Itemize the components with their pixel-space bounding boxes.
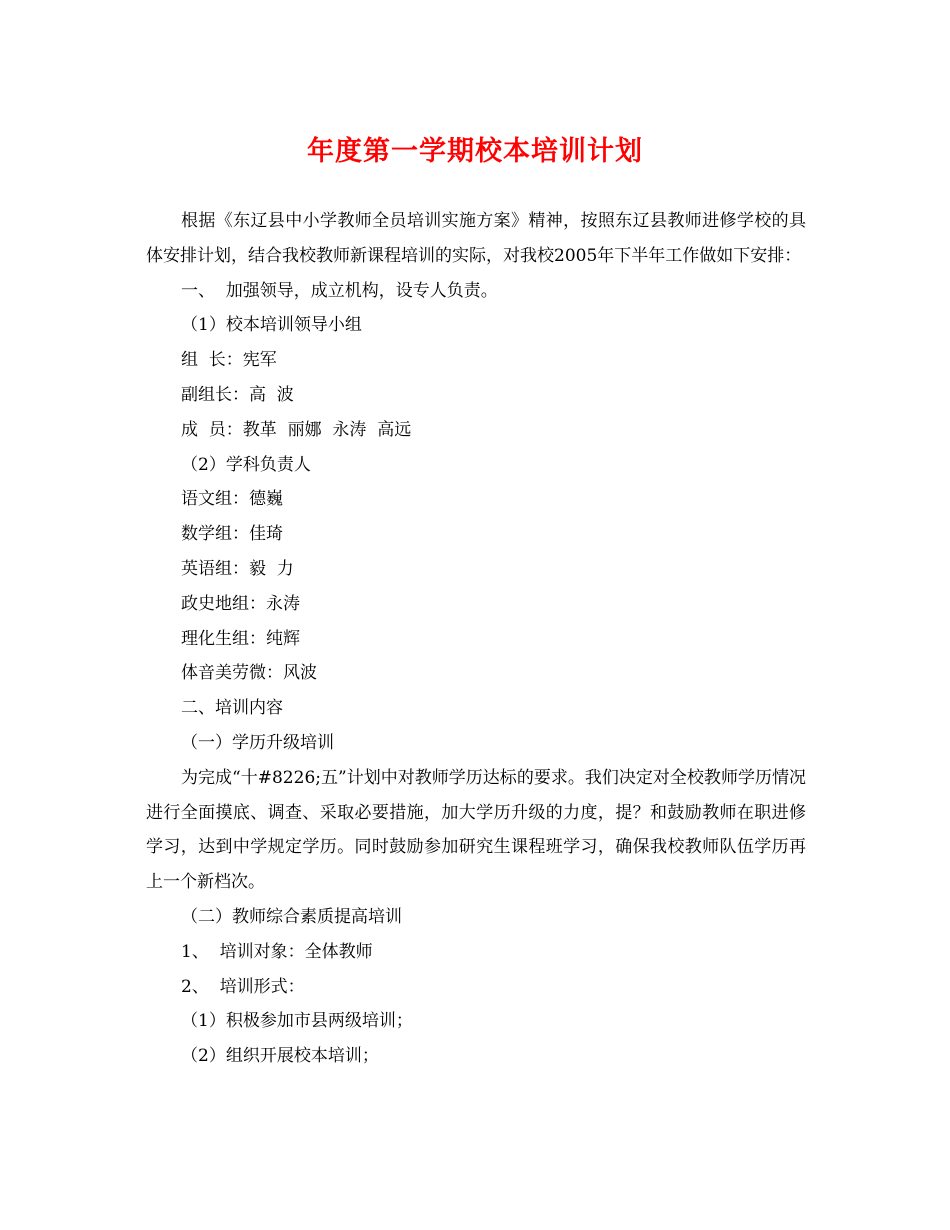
arts-group-line: 体音美劳微：风波 — [181, 663, 317, 684]
group1-heading: （1）校本培训领导小组 — [181, 315, 362, 336]
chinese-group-line: 语文组：德巍 — [181, 489, 283, 510]
document-body — [146, 204, 806, 1074]
vice-leader-line: 副组长：高 波 — [181, 384, 294, 405]
document-title: 年度第一学期校本培训计划 — [307, 136, 643, 167]
members-line: 成 员：教革 丽娜 永涛 高远 — [181, 419, 412, 440]
math-group-line: 数学组：佳琦 — [181, 524, 283, 545]
section1-heading: 一、 加强领导，成立机构，设专人负责。 — [181, 280, 498, 301]
english-group-line: 英语组：毅 力 — [181, 558, 294, 579]
group2-heading: （2）学科负责人 — [181, 454, 311, 475]
politics-group-line: 政史地组：永涛 — [181, 593, 300, 614]
section2-heading: 二、培训内容 — [181, 698, 283, 719]
item2-2-line: （2）组织开展校本培训； — [181, 1046, 379, 1067]
science-group-line: 理化生组：纯辉 — [181, 628, 300, 649]
item1-line: 1、 培训对象：全体教师 — [181, 941, 373, 962]
leader-line: 组 长：宪军 — [181, 350, 277, 371]
intro-paragraph: 根据《东辽县中小学教师全员培训实施方案》精神，按照东辽县教师进修学校的具体安排计划，结合我校教师新课程培训的实际，对我校2005年下半年工作做如下安排： — [146, 211, 806, 266]
item2-1-line: （1）积极参加市县两级培训； — [181, 1011, 413, 1032]
sub2-heading: （二）教师综合素质提高培训 — [181, 906, 402, 927]
sub1-body: 为完成“十#8226;五”计划中对教师学历达标的要求。我们决定对全校教师学历情况进行全面摸底、调查、采取必要措施，加大学历升级的力度，提？和鼓励教师在职进修学习，达到中学规定学历。同时鼓励参加研究生课程班学习，确保我校教师队伍学历再上一个新档次。 — [146, 767, 806, 893]
sub1-heading: （一）学历升级培训 — [181, 732, 334, 753]
item2-line: 2、 培训形式： — [181, 976, 305, 997]
